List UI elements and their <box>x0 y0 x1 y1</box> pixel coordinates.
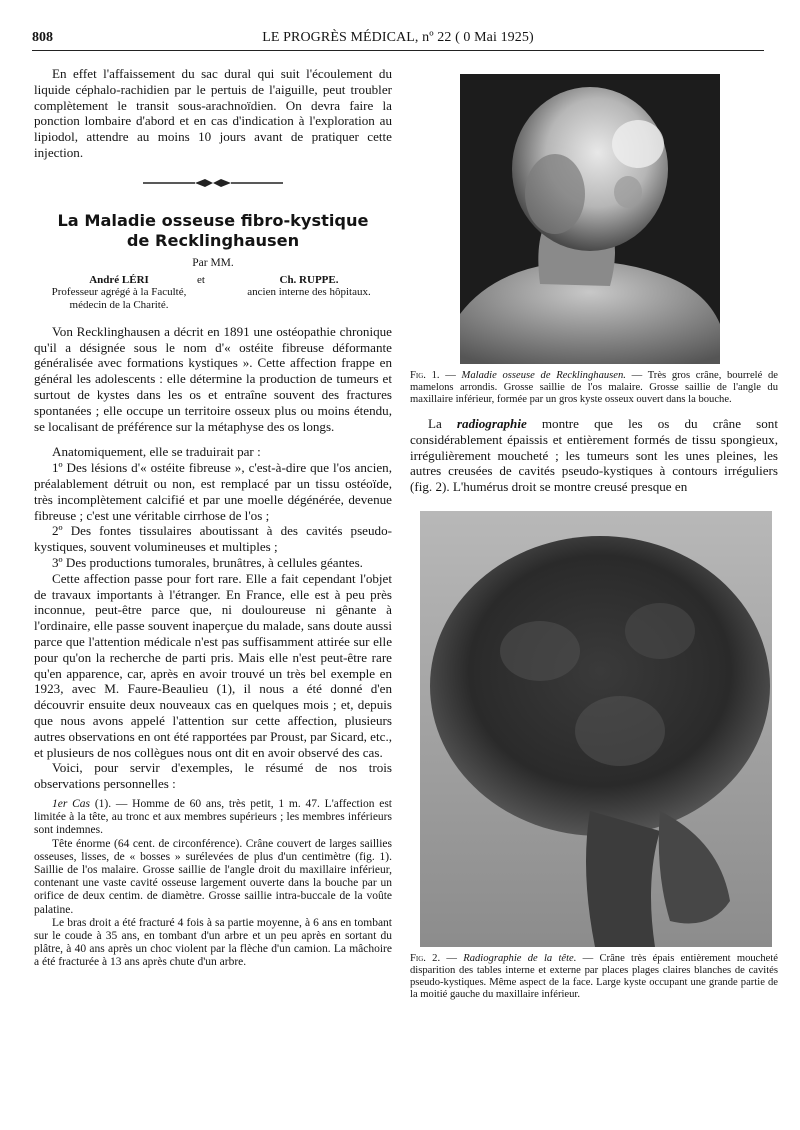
paragraph-rarity: Cette affection passe pour fort rare. Elle a fait cependant l'objet de travaux importants à l'étranger. En France, elle est à peu près inconnue, peut-être parce que, ni douloureuse ni gênante à l'ordinaire, elle passe souvent inaperçue du malade, sans doute aussi parce que l'attention médicale n'est pas suffisamment attirée sur elle pour qu'on la recherche de parti pris. Mais elle n'est peut-être rare qu'en apparence, car, après en avoir trouvé un très bel exemple en 1923, avec M. Faure-Beaulieu (1), il nous a été donné d'en découvrir ensuite deux nouveaux cas en quelques mois ; et, depuis que nous avons appelé l'attention sur cette affection, plusieurs autres observations en ont été rapportées par Proust, par Sicard, etc., et plusieurs de nos collègues nous ont dit en avoir observé des cas. <box>34 570 392 760</box>
figure2-radiograph <box>420 511 772 947</box>
running-header <box>32 30 764 51</box>
paragraph-observations: Voici, pour servir d'exemples, le résumé de nos trois observations personnelles : <box>34 760 392 792</box>
case-label: 1er Cas <box>52 797 91 810</box>
intro-paragraph: En effet l'affaissement du sac dural qui suit l'écoulement du liquide céphalo-rachidien par le pertuis de l'aiguille, peut troubler complètement le transit sous-arachnoïdien. On devra faire la ponction lombaire d'abord et en cas d'indication à l'exploration au lipiodol, attendre au moins 10 jours avant de pratiquer cette injection. <box>34 66 392 160</box>
case1-intro <box>34 798 392 838</box>
figure1-photo <box>460 74 720 364</box>
author2-name: Ch. RUPPE. <box>279 273 339 286</box>
section-ornament <box>34 175 392 197</box>
paragraph-definition: Von Recklinghausen a décrit en 1891 une ostéopathie chronique qu'il a désignée sous le nom d'« ostéite fibreuse déformante généralisée avec formations kystiques ». Cette affection frappe en général les adolescents : elle détermine la production de tumeurs et surtout de kystes dans les os et entraîne souvent des fractures spontanées ; elle occupe un territoire osseux plus ou moins étendu, se localisant de préférence sur la métaphyse des os longs. <box>34 323 392 434</box>
paragraph-lesion-1: 1º Des lésions d'« ostéite fibreuse », c'est-à-dire que l'os ancien, préalablement détruit ou non, est remplacé par un tissu ostéoïde, très incomplètement calcifié et par une moelle dégénérée, devenue fibreuse ; c'est une véritable cirrhose de l'os ; <box>34 460 392 523</box>
authors-conjunction: et <box>197 273 205 286</box>
journal-title: LE PROGRÈS MÉDICAL, nº 22 ( 0 Mai 1925) <box>262 30 534 45</box>
radio-text: montre que les os du crâne sont considérablement épaissis et entièrement formés de tissu spongieux, irrégulièrement moucheté ; les tumeurs sont les unes pleines, les autres creusées de cavités pseudo-kystiques à contours irréguliers (fig. 2). L'humérus droit se montre creusé presque en <box>410 416 778 495</box>
figure2-caption: Fig. 2. — Radiographie de la tête. — Crâne très épais entièrement moucheté disparition des tables interne et externe par places plages claires blanches de cavités pseudo-kystiques. Même aspect de la face. Large kyste occupant une grande partie de la moitié gauche du maxillaire inférieur. <box>410 952 779 1000</box>
author2 <box>224 274 394 299</box>
ornament-divider-icon <box>143 175 283 191</box>
author1-title: Professeur agrégé à la Faculté, médecin de la Charité. <box>51 286 187 311</box>
figure2-title: Radiographie de la tête. <box>463 952 577 964</box>
figure1-title: Maladie osseuse de Recklinghausen. <box>461 370 626 381</box>
author1 <box>34 274 204 312</box>
skull-radiograph-image <box>420 511 772 947</box>
figure1-label: Fig. 1. <box>410 370 440 381</box>
figure1-text: — Très gros crâne, bourrelé de mamelons arrondis. Grosse saillie de l'os malaire. Grosse saillie de l'angle du maxillaire inférieur, formée par un gros kyste osseux ouvert dans la bouche. <box>410 370 778 405</box>
author1-name: André LÉRI <box>89 273 149 286</box>
byline-par: Par MM. <box>192 256 234 269</box>
right-column <box>410 74 778 1001</box>
authors-block <box>34 274 392 314</box>
paragraph-lesion-3: 3º Des productions tumorales, brunâtres, à cellules géantes. <box>52 554 363 570</box>
left-column <box>34 66 392 970</box>
radiography-paragraph <box>410 416 778 495</box>
radio-pre: La <box>428 416 442 431</box>
paragraph-lesion-2: 2º Des fontes tissulaires aboutissant à des cavités pseudo-kystiques, souvent volumineuses et multiples ; <box>34 523 392 555</box>
radio-emphasis: radiographie <box>456 416 527 431</box>
figure1-caption: Fig. 1. — Maladie osseuse de Recklinghausen. — Très gros crâne, bourrelé de mamelons arrondis. Grosse saillie de l'os malaire. Grosse saillie de l'angle du maxillaire inférieur, formée par un gros kyste osseux ouvert dans la bouche. <box>410 370 778 405</box>
figure2-label: Fig. 2. <box>410 952 441 964</box>
figure2-text: — Crâne très épais entièrement moucheté disparition des tables interne et externe par places plages claires blanches de cavités pseudo-kystiques. Même aspect de la face. Large kyste occupant une grande partie de la moitié gauche du maxillaire inférieur. <box>410 952 779 1000</box>
case1-head: Tête énorme (64 cent. de circonférence). Crâne couvert de larges saillies osseuses, lisses, de « bosses » surélevées de plus d'un centimètre (fig. 1). Saillie de l'os malaire. Grosse saillie de l'angle droit du maxillaire inférieur, contenant une vaste cavité osseuse largement ouverte dans la bouche par un orifice de deux centim. de diamètre. Grosse saillie intra-buccale de la voûte palatine. <box>34 837 392 916</box>
paragraph-anatomy: Anatomiquement, elle se traduirait par : <box>52 444 261 460</box>
patient-photo-image <box>460 74 720 364</box>
author2-title: ancien interne des hôpitaux. <box>247 286 371 299</box>
article-title-line2: de Recklinghausen <box>126 230 300 250</box>
page-number: 808 <box>32 30 53 45</box>
case1-text: (1). — Homme de 60 ans, très petit, 1 m. 47. L'affection est limitée à la tête, au tronc et aux membres supérieurs ; les membres inférieurs sont indemnes. <box>34 797 392 837</box>
article-title-line1: La Maladie osseuse fibro-kystique <box>57 210 369 230</box>
case1-fractures: Le bras droit a été fracturé 4 fois à sa partie moyenne, à 6 ans en tombant sur le coude à 35 ans, en tombant d'un arbre et un peu après en sortant du plâtre, à 40 ans après un choc violent par la flèche d'un camion. La mâchoire a été fracturée à 13 ans après chute d'un arbre. <box>34 916 392 969</box>
